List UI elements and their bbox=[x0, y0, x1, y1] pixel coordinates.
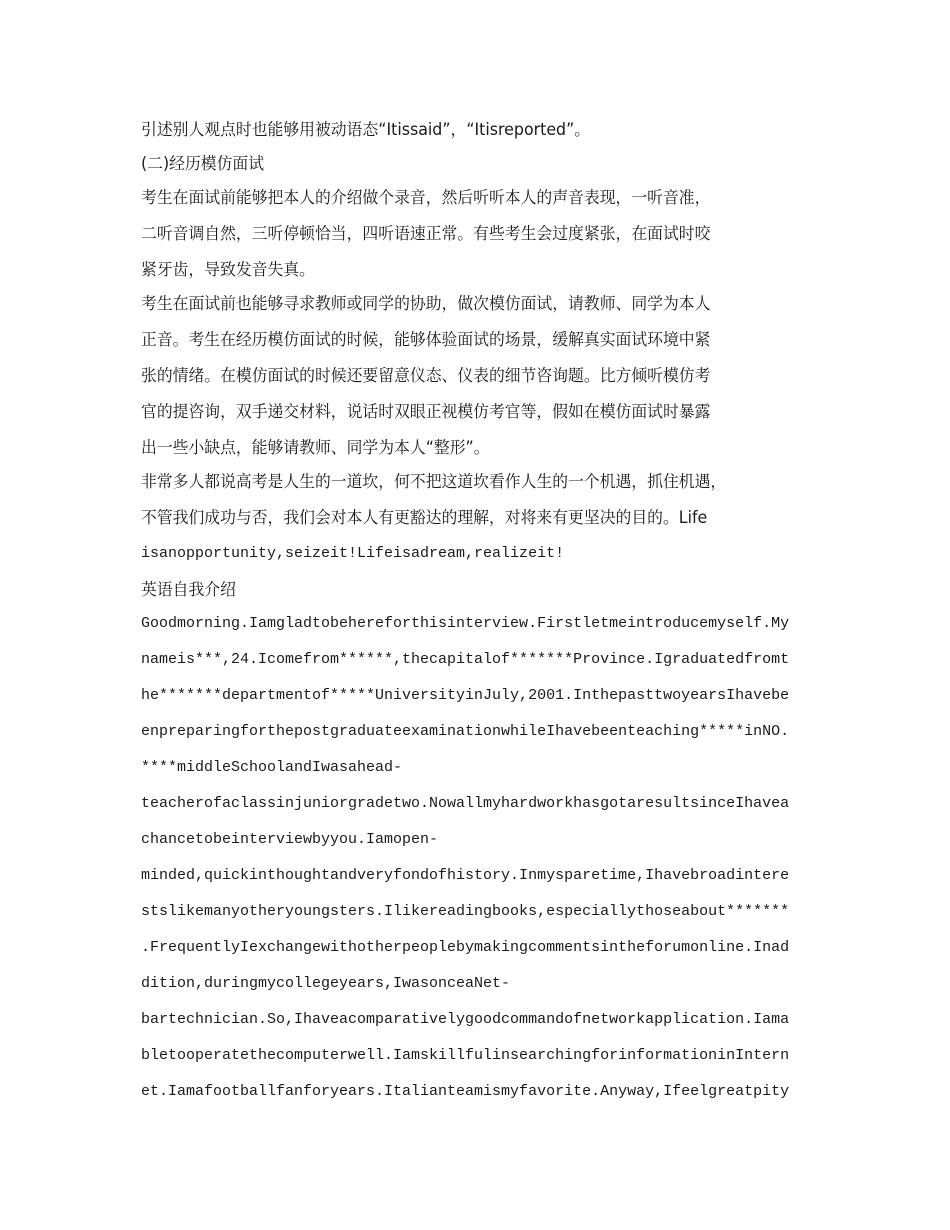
text-line: dition,duringmycollegeyears,IwasonceaNet- bbox=[141, 975, 511, 992]
text-line: stslikemanyotheryoungsters.Ilikereadingbooks,especiallythoseabout******* bbox=[141, 903, 790, 920]
text-line: 非常多人都说高考是人生的一道坎，何不把这道坎看作人生的一个机遇，抓住机遇， bbox=[141, 472, 727, 491]
text-line: enpreparingforthepostgraduateexaminationwhileIhavebeenteaching*****inNO. bbox=[141, 723, 790, 740]
text-line: 张的情绪。在模仿面试的时候还要留意仪态、仪表的细节咨询题。比方倾听模仿考 bbox=[141, 366, 711, 385]
text-line: 不管我们成功与否，我们会对本人有更豁达的理解，对将来有更坚决的目的。Life bbox=[141, 508, 708, 527]
text-line: 引述别人观点时也能够用被动语态“Itissaid”，“Itisreported”。 bbox=[141, 120, 591, 139]
text-line: 官的提咨询，双手递交材料，说话时双眼正视模仿考官等，假如在模仿面试时暴露 bbox=[141, 402, 711, 421]
text-line: isanopportunity,seizeit!Lifeisadream,realizeit! bbox=[141, 545, 565, 562]
text-line: 考生在面试前能够把本人的介绍做个录音，然后听听本人的声音表现，一听音准， bbox=[141, 188, 711, 207]
text-line: bletooperatethecomputerwell.IamskillfulinsearchingforinformationinIntern bbox=[141, 1047, 790, 1064]
text-line: nameis***,24.Icomefrom******,thecapitalof*******Province.Igraduatedfromt bbox=[141, 651, 790, 668]
text-line: he*******departmentof*****UniversityinJuly,2001.InthepasttwoyearsIhavebe bbox=[141, 687, 790, 704]
section-heading: (二)经历模仿面试 bbox=[141, 154, 265, 173]
text-line: 紧牙齿，导致发音失真。 bbox=[141, 260, 315, 279]
text-line: Goodmorning.Iamgladtobehereforthisinterview.Firstletmeintroducemyself.My bbox=[141, 615, 790, 632]
text-line: .FrequentlyIexchangewithotherpeoplebymakingcommentsintheforumonline.Inad bbox=[141, 939, 790, 956]
text-line: 出一些小缺点，能够请教师、同学为本人“整形”。 bbox=[141, 438, 490, 457]
text-line: 正音。考生在经历模仿面试的时候，能够体验面试的场景，缓解真实面试环境中紧 bbox=[141, 330, 711, 349]
text-line: bartechnician.So,Ihaveacomparativelygoodcommandofnetworkapplication.Iama bbox=[141, 1011, 790, 1028]
text-line: minded,quickinthoughtandveryfondofhistory.Inmysparetime,Ihavebroadintere bbox=[141, 867, 790, 884]
text-line: et.Iamafootballfanforyears.Italianteamismyfavorite.Anyway,Ifeelgreatpity bbox=[141, 1083, 790, 1100]
section-heading: 英语自我介绍 bbox=[141, 580, 236, 599]
text-line: 考生在面试前也能够寻求教师或同学的协助，做次模仿面试，请教师、同学为本人 bbox=[141, 294, 711, 313]
text-line: teacherofaclassinjuniorgradetwo.NowallmyhardworkhasgotaresultsinceIhavea bbox=[141, 795, 790, 812]
text-line: 二听音调自然，三听停顿恰当，四听语速正常。有些考生会过度紧张，在面试时咬 bbox=[141, 224, 711, 243]
text-line: ****middleSchoolandIwasahead- bbox=[141, 759, 403, 776]
text-line: chancetobeinterviewbyyou.Iamopen- bbox=[141, 831, 439, 848]
